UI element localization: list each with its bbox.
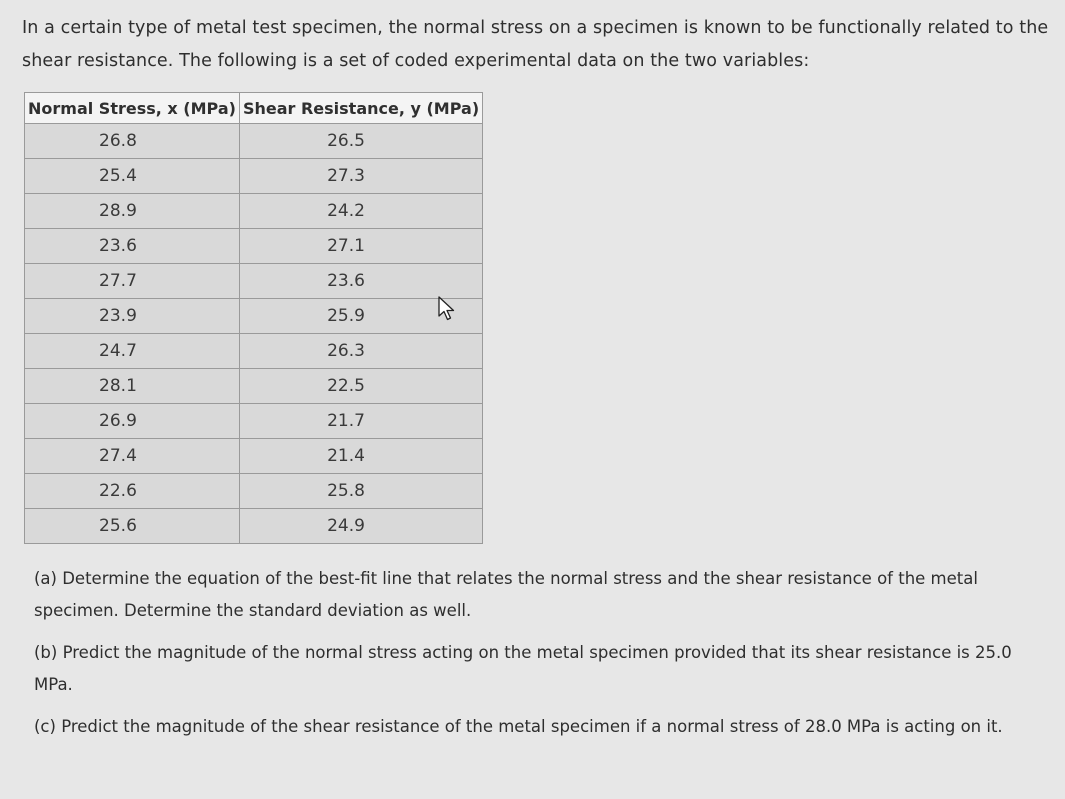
data-table (24, 92, 483, 544)
shear-resistance-cell: 24.9 (239, 509, 482, 544)
table-row (25, 194, 483, 229)
header-normal-stress: Normal Stress, x (MPa) (25, 93, 240, 124)
normal-stress-cell: 28.1 (25, 369, 240, 404)
normal-stress-cell: 26.8 (25, 124, 240, 159)
normal-stress-cell: 27.4 (25, 439, 240, 474)
normal-stress-cell: 23.6 (25, 229, 240, 264)
header-shear-resistance: Shear Resistance, y (MPa) (239, 93, 482, 124)
normal-stress-cell: 27.7 (25, 264, 240, 299)
normal-stress-cell: 23.9 (25, 299, 240, 334)
table-row (25, 124, 483, 159)
table-row (25, 264, 483, 299)
table-row (25, 159, 483, 194)
shear-resistance-cell: 25.9 (239, 299, 482, 334)
shear-resistance-cell: 25.8 (239, 474, 482, 509)
questions (34, 563, 1054, 753)
normal-stress-cell: 28.9 (25, 194, 240, 229)
table-row (25, 404, 483, 439)
question-b (34, 637, 1054, 701)
normal-stress-cell: 22.6 (25, 474, 240, 509)
shear-resistance-cell: 21.4 (239, 439, 482, 474)
normal-stress-cell: 24.7 (25, 334, 240, 369)
table-row (25, 369, 483, 404)
shear-resistance-cell: 26.3 (239, 334, 482, 369)
table-row (25, 229, 483, 264)
table-row (25, 299, 483, 334)
question-a (34, 563, 1054, 627)
question-b-line-1: (b) Predict the magnitude of the normal stress acting on the metal specimen provided that its shear resistance is 25.0 (34, 643, 1012, 662)
shear-resistance-cell: 22.5 (239, 369, 482, 404)
normal-stress-cell: 26.9 (25, 404, 240, 439)
intro-line-1: In a certain type of metal test specimen, the normal stress on a specimen is known to be functionally related to the (22, 18, 1049, 38)
shear-resistance-cell: 23.6 (239, 264, 482, 299)
table-row (25, 439, 483, 474)
shear-resistance-cell: 24.2 (239, 194, 482, 229)
mouse-pointer-icon (438, 296, 456, 322)
question-c (34, 711, 1054, 743)
problem-intro (22, 12, 1052, 78)
table-row (25, 509, 483, 544)
normal-stress-cell: 25.4 (25, 159, 240, 194)
shear-resistance-cell: 26.5 (239, 124, 482, 159)
table-row (25, 474, 483, 509)
table-header-row (25, 93, 483, 124)
shear-resistance-cell: 27.3 (239, 159, 482, 194)
question-c-line-1: (c) Predict the magnitude of the shear resistance of the metal specimen if a normal stress of 28.0 MPa is acting on it. (34, 717, 1003, 736)
question-a-line-2: specimen. Determine the standard deviation as well. (34, 601, 472, 620)
shear-resistance-cell: 27.1 (239, 229, 482, 264)
question-a-line-1: (a) Determine the equation of the best-fit line that relates the normal stress and the shear resistance of the metal (34, 569, 978, 588)
table-row (25, 334, 483, 369)
normal-stress-cell: 25.6 (25, 509, 240, 544)
question-b-line-2: MPa. (34, 675, 73, 694)
shear-resistance-cell: 21.7 (239, 404, 482, 439)
intro-line-2: shear resistance. The following is a set of coded experimental data on the two variables: (22, 51, 810, 71)
